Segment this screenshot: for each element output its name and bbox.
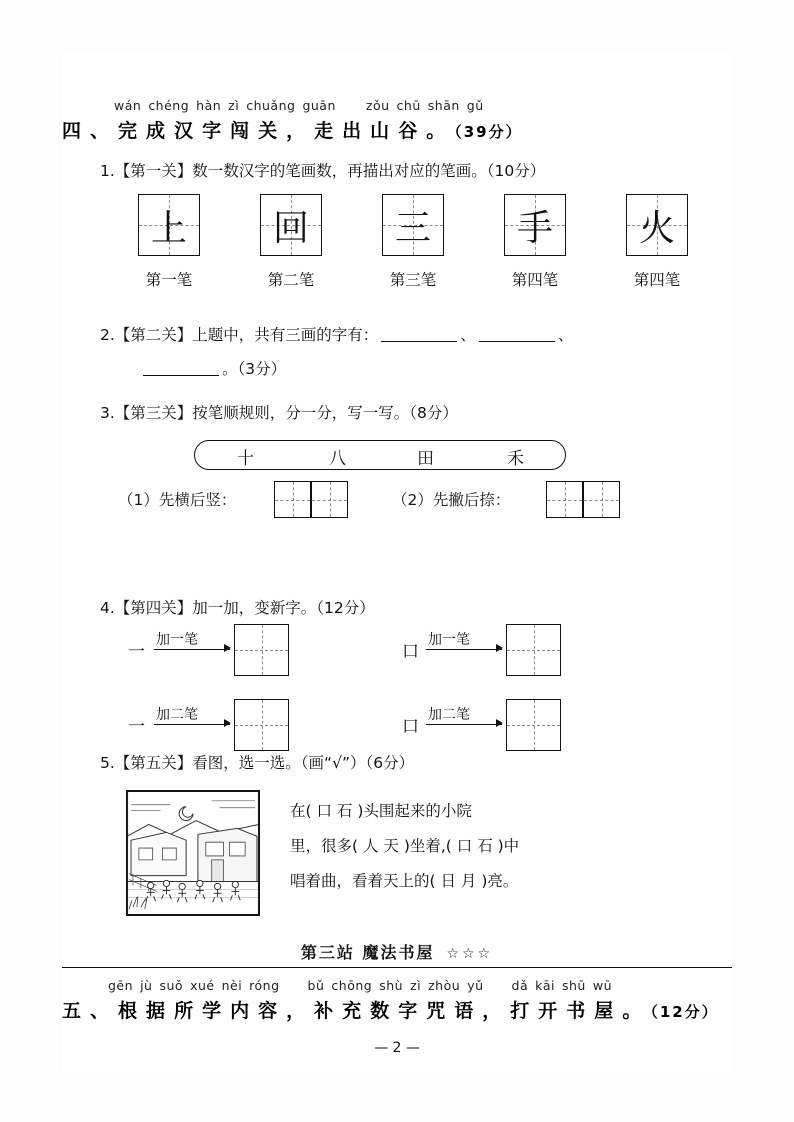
stroke-label: 第四笔 [633,271,681,289]
pinyin-syllable: gēn [108,978,134,993]
tianzige-cell [626,194,688,256]
page-number: — 2 — [374,1040,420,1056]
add-stroke-label: 加二笔 [156,707,198,723]
pinyin-syllable: zì [228,98,240,113]
section5-score: （12分） [650,1003,719,1021]
stroke-label: 第二笔 [267,271,315,289]
tianzige-cell [260,194,322,256]
title-char: 出 [342,120,364,142]
title-char: 汉 [174,120,196,142]
question-3-text: 3.【第三关】按笔顺规则，分一分，写一写。（8分） [100,404,458,422]
source-character: 口 [402,717,419,737]
tianzige-answer-cell[interactable] [234,699,289,751]
add-stroke-arrow [154,707,230,733]
pinyin-syllable: dǎ [511,978,529,993]
title-char: 四 [62,120,84,142]
answer-blank[interactable] [143,361,219,376]
title-char: 山 [370,120,392,142]
pinyin-syllable: zhòu [428,978,461,993]
source-character: 一 [128,717,145,737]
question-2-tail: 。（3分） [222,360,287,378]
tianzige-cell [138,194,200,256]
pinyin-syllable: guān [302,98,336,113]
title-char: 谷 [398,120,420,142]
title-char: 语 [454,1000,476,1022]
question-5-sentences [290,794,519,899]
section4-score: （39分） [454,123,523,141]
title-char: 、 [90,1000,112,1022]
title-char: ， [482,1000,504,1022]
pinyin-syllable: shān [427,98,460,113]
illustration-svg [127,791,259,915]
tianzige-answer-cell[interactable] [234,624,289,676]
title-char: 开 [538,1000,560,1022]
add-stroke-arrow [426,707,502,733]
section4-title [62,116,523,143]
title-char: 、 [90,120,112,142]
station-heading [62,940,732,963]
title-char: 所 [174,1000,196,1022]
tianzige-cell [504,194,566,256]
pinyin-syllable: xué [190,978,215,993]
pinyin-syllable: kāi [535,978,555,993]
title-char: ， [286,1000,308,1022]
pinyin-syllable: chéng [148,98,190,113]
title-char: 充 [342,1000,364,1022]
add-stroke-label: 加二笔 [428,707,470,723]
source-character: 一 [128,642,145,662]
pinyin-syllable: shù [379,978,404,993]
question-1-text: 1.【第一关】数一数汉字的笔画数，再描出对应的笔画。（10分） [100,162,546,180]
pinyin-syllable: bǔ [307,978,325,993]
pinyin-syllable: jù [140,978,153,993]
paper-sheet [62,52,732,1072]
pinyin-syllable: shū [562,978,586,993]
pinyin-syllable: gǔ [466,98,484,113]
tianzige-answer-cell[interactable] [506,699,561,751]
blank-separator: 、 [460,326,476,344]
title-char: 据 [146,1000,168,1022]
title-char: 书 [566,1000,588,1022]
title-char: 完 [118,120,140,142]
character-glyph: 火 [638,207,675,249]
word-bank-item: 八 [329,449,346,469]
answer-blank[interactable] [479,327,555,342]
tianzige-cell [382,194,444,256]
character-glyph: 回 [272,207,309,249]
title-char: 闯 [230,120,252,142]
tianzige-answer-cell[interactable] [506,624,561,676]
sentence-line: 唱着曲，看着天上的( 日 月 )亮。 [290,872,519,890]
title-char: 字 [202,120,224,142]
illustration-courtyard [126,790,260,916]
sentence-line: 里，很多( 人 天 )坐着,( 口 石 )中 [290,837,520,855]
title-char: 。 [622,1000,644,1022]
word-bank-item: 禾 [507,449,524,469]
pinyin-syllable: zì [410,978,422,993]
title-char: 数 [370,1000,392,1022]
question-4-text: 4.【第四关】加一加，变新字。（12分） [100,599,375,617]
question-5-text: 5.【第五关】看图，选一选。（画“√”）（6分） [100,754,415,772]
title-char: 走 [314,120,336,142]
add-stroke-label: 加一笔 [156,632,198,648]
tianzige-answer-cell[interactable] [546,481,583,518]
pinyin-syllable: suǒ [159,978,184,993]
pinyin-syllable: nèi [221,978,243,993]
title-char: 内 [230,1000,252,1022]
stroke-label: 第一笔 [145,271,193,289]
title-char: 五 [62,1000,84,1022]
station-label: 第三站 魔法书屋 [300,943,435,962]
title-char: 补 [314,1000,336,1022]
add-stroke-arrow [154,632,230,658]
stroke-label: 第四笔 [511,271,559,289]
title-char: 容 [258,1000,280,1022]
tianzige-answer-cell[interactable] [311,481,348,518]
section5-title [62,996,719,1023]
character-glyph: 三 [394,207,431,249]
question-2-stem: 2.【第二关】上题中，共有三画的字有： [100,326,379,344]
pinyin-syllable: zǒu [365,98,390,113]
stroke-label: 第三笔 [389,271,437,289]
title-char: 屋 [594,1000,616,1022]
pinyin-syllable: wán [114,98,142,113]
word-bank-item: 田 [417,449,434,469]
pinyin-syllable: chuǎng [246,98,296,113]
pinyin-syllable: róng [249,978,280,993]
section5-pinyin-row [108,978,619,993]
divider-rule [62,967,732,968]
pinyin-syllable: wū [592,978,613,993]
blank-separator: 、 [557,326,574,344]
pinyin-syllable: yǔ [467,978,484,993]
question-3-part-b-label: （2）先撇后捺： [392,491,511,509]
title-char: 根 [118,1000,140,1022]
title-char: ， [286,120,308,142]
pinyin-syllable: hàn [196,98,222,113]
sentence-line: 在( 口 石 )头围起来的小院 [290,802,472,820]
add-stroke-arrow [426,632,502,658]
question-3-part-a-label: （1）先横后竖： [118,491,237,509]
title-char: 字 [398,1000,420,1022]
word-bank-strip [194,440,566,470]
title-char: 学 [202,1000,224,1022]
tianzige-answer-cell[interactable] [274,481,311,518]
section4-pinyin-row [114,98,491,113]
star-rating: ☆☆☆ [446,946,494,962]
pinyin-syllable: chōng [331,978,373,993]
word-bank-item: 十 [237,449,254,469]
question-2-text [100,324,573,347]
title-char: 关 [258,120,280,142]
add-stroke-label: 加一笔 [428,632,470,648]
title-char: 咒 [426,1000,448,1022]
character-glyph: 手 [516,207,553,249]
question-2-second-line [140,358,286,381]
pinyin-syllable: chū [396,98,421,113]
title-char: 打 [510,1000,532,1022]
tianzige-answer-cell[interactable] [583,481,620,518]
source-character: 口 [402,642,419,662]
answer-blank[interactable] [381,327,457,342]
title-char: 。 [426,120,448,142]
character-glyph: 上 [150,207,187,249]
title-char: 成 [146,120,168,142]
